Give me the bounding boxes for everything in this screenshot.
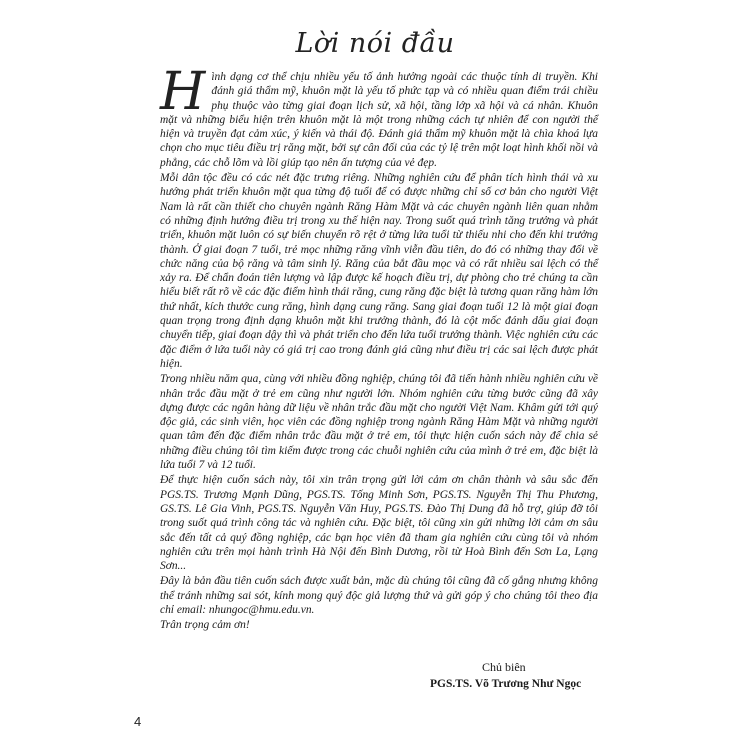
paragraph-1-text: ình dạng cơ thể chịu nhiều yếu tố ảnh hưởng ngoài các thuộc tính di truyền. Khi đánh giá thẩm mỹ, khuôn mặt là yếu tố phức tạp và có nhiều quan điểm trái chiều phụ thuộc vào từng giai đoạn lịch sử, xã hội, tầng lớp xã hội và cá nhân. Khuôn mặt và những biểu hiện trên khuôn mặt là một trong những cách tự nhiên để con người thể hiện và truyền đạt cảm xúc, ý kiến và thái độ. Đánh giá thẩm mỹ khuôn mặt là chìa khoá lựa chọn cho mục tiêu điều trị răng mặt, bởi sự cân đối của các tỷ lệ trên một loạt hình khối nồi và phẳng, các chỗ lõm và lồi giúp tạo nên ấn tượng của vẻ đẹp. bbox=[160, 71, 598, 169]
page-number: 4 bbox=[134, 714, 142, 729]
paragraph-4: Để thực hiện cuốn sách này, tôi xin trân trọng gửi lời cảm ơn chân thành và sâu sắc đến PGS.TS. Trương Mạnh Dũng, PGS.TS. Tống Minh Sơn, PGS.TS. Nguyễn Thị Thu Phương, GS.TS. Lê Gia Vinh, PGS.TS. Nguyễn Văn Huy, PGS.TS. Đào Thị Dung đã hỗ trợ, giúp đỡ tôi trong suốt quá trình công tác và nghiên cứu. Đặc biệt, tôi cũng xin gửi những lời cảm ơn sâu sắc đến tất cả quý đồng nghiệp, các bạn học viên đã tham gia nghiên cứu cùng tôi và nhóm nghiên cứu trên mọi hành trình Hà Nội đến Bình Dương, rồi từ Hoà Bình đến Sơn La, Lạng Sơn... bbox=[160, 474, 598, 573]
page-title: Lời nói đầu bbox=[295, 28, 455, 59]
signature-block bbox=[430, 659, 630, 693]
preface-body bbox=[160, 62, 598, 634]
paragraph-3: Trong nhiều năm qua, cùng với nhiều đồng nghiệp, chúng tôi đã tiến hành nhiều nghiên cứu về nhân trắc đầu mặt ở trẻ em cũng như người lớn. Nhóm nghiên cứu từng bước cũng đã xây dựng được các ngân hàng dữ liệu về nhân trắc đầu mặt cho người Việt Nam. Khâm gửi tới quý độc giả, các sinh viên, học viên các đồng nghiệp trong ngành Răng Hàm Mặt và những người quan tâm đến đặc điểm nhân trắc đầu mặt ở trẻ em, tôi thực hiện cuốn sách này để chia sẻ những điều chúng tôi tìm kiếm được trong các chuỗi nghiên cứu của mình ở trẻ em, đặc biệt là lứa tuổi 7 và 12 tuổi. bbox=[160, 373, 598, 472]
paragraph-2: Mỗi dân tộc đều có các nét đặc trưng riêng. Những nghiên cứu để phân tích hình thái và xu hướng phát triển khuôn mặt qua từng độ tuổi để có được những chỉ số cơ bản cho người Việt Nam là rất cần thiết cho chuyên ngành Răng Hàm Mặt và các chuyên ngành liên quan nhằm có những định hướng điều trị trong xu thế hiện nay. Trong suốt quá trình tăng trưởng và phát triển, khuôn mặt luôn có sự biến chuyển rõ rệt ở từng lứa tuổi từ thiếu nhi cho đến khi trưởng thành. Ở giai đoạn 7 tuổi, trẻ mọc những răng vĩnh viễn đầu tiên, do đó có những thay đổi về chức năng của bộ răng và tâm sinh lý. Răng của bắt đầu mọc và có rất nhiều sai lệch có thể xảy ra. Để chẩn đoán tiên lượng và lập được kế hoạch điều trị, dự phòng cho trẻ chúng ta cần hiểu biết rất rõ về các đặc điểm hình thái răng, cung răng đặc biệt là tương quan răng hàm lớn thứ nhất, kích thước cung răng, hình dạng cung răng. Sang giai đoạn tuổi 12 là một giai đoạn quan trọng trong định dạng khuôn mặt khi trưởng thành, đó là cột mốc đánh dấu giai đoạn chuyển tiếp, giai đoạn dậy thì và phát triển cho đến lứa tuổi trưởng thành. Việc nghiên cứu các đặc điểm ở lứa tuổi này có giá trị cao trong đánh giá cũng như điều trị các sai lệch được phát hiện. bbox=[160, 172, 598, 370]
author-role: Chủ biên bbox=[482, 660, 526, 674]
author-name: PGS.TS. Võ Trương Như Ngọc bbox=[430, 678, 582, 690]
paragraph-1 bbox=[160, 62, 598, 170]
paragraph-6: Trân trọng cảm ơn! bbox=[160, 619, 250, 632]
drop-cap: H bbox=[160, 62, 206, 122]
paragraph-5: Đây là bản đầu tiên cuốn sách được xuất bản, mặc dù chúng tôi cũng đã cố gắng nhưng không thể tránh những sai sót, kính mong quý độc giả lượng thứ và gửi góp ý cho chúng tôi theo địa chỉ email: nhungoc@hmu.edu.vn. bbox=[160, 575, 598, 616]
